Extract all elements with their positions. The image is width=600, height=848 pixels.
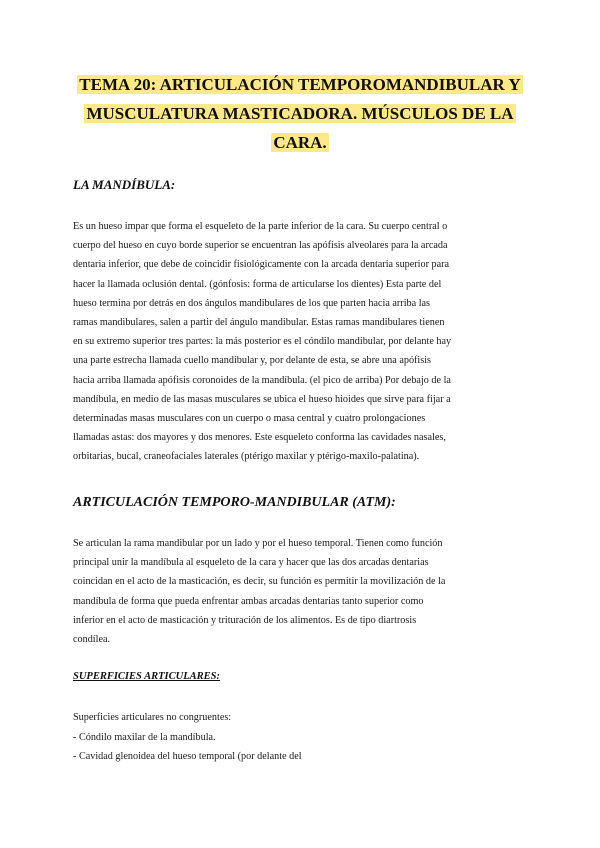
text-line: condílea. <box>73 634 111 645</box>
text-line: inferior en el acto de masticación y trituración de los alimentos. Es de tipo diartrosis <box>73 614 417 626</box>
text-line: llamadas astas: dos mayores y dos menores. Este esqueleto conforma las cavidades nasales, <box>73 432 446 444</box>
text-line: Es un hueso impar que forma el esqueleto de la parte inferior de la cara. Su cuerpo central o <box>73 221 448 232</box>
text-line: determinadas masas musculares con un cuerpo o masa central y cuatro prolongaciones <box>73 413 426 424</box>
text-line: hacer la llamada oclusión dental. (gónfosis: forma de articularse los dientes) Esta parte del <box>73 278 442 290</box>
text-line: orbitarias, bucal, craneofaciales laterales (ptérigo maxilar y ptérigo-maxilo-palatina). <box>73 451 420 463</box>
text-line: Superficies articulares no congruentes: <box>73 712 232 723</box>
title-line-2: MUSCULATURA MASTICADORA. MÚSCULOS DE LA <box>86 104 514 123</box>
text-line: hueso termina por detrás en dos ángulos mandibulares de los que parten hacia arriba las <box>73 297 431 309</box>
text-line: una parte estrecha llamada cuello mandibular y, por delante de esta, se abre una apófisis <box>73 355 432 367</box>
list-item: - Cóndilo maxilar de la mandíbula. <box>73 731 216 743</box>
text-line: dentaria inferior, que debe de coincidir fisiológicamente con la arcada dentaria superior para <box>73 259 450 271</box>
text-line: mandíbula de forma que pueda enfrentar ambas arcadas dentarias tanto superior como <box>73 595 424 607</box>
text-line: en su extremo superior tres partes: la más posterior es el cóndilo mandibular, por delante hay <box>73 336 452 348</box>
text-line: principal unir la mandíbula al esqueleto de la cara y hacer que las dos arcadas dentarias <box>73 557 429 569</box>
title-line-1: TEMA 20: ARTICULACIÓN TEMPOROMANDIBULAR Y <box>79 75 521 94</box>
page-title <box>60 70 540 157</box>
text-line: cuerpo del hueso en cuyo borde superior se encuentran las apófisis alveolares para la arcada <box>73 240 448 252</box>
text-line: ramas mandibulares, salen a partir del ángulo mandibular. Estas ramas mandibulares tienen <box>73 317 445 328</box>
text-line: coincidan en el acto de la masticación, es decir, su función es permitir la movilización de la <box>73 576 446 588</box>
text-line: mandíbula, en medio de las masas musculares se ubica el hueso hioides que sirve para fijar a <box>73 393 451 405</box>
heading-atm: ARTICULACIÓN TEMPORO-MANDIBULAR (ATM): <box>73 495 396 510</box>
text-line: Se articulan la rama mandibular por un lado y por el hueso temporal. Tienen como función <box>73 538 443 549</box>
heading-mandibula: LA MANDÍBULA: <box>73 177 176 192</box>
heading-superficies: SUPERFICIES ARTICULARES: <box>73 671 220 682</box>
list-item: - Cavidad glenoidea del hueso temporal (por delante del <box>73 751 302 762</box>
title-line-3: CARA. <box>273 133 327 152</box>
text-line: hacia arriba llamada apófisis coronoides de la mandíbula. (el pico de arriba) Por debajo de la <box>73 374 451 386</box>
